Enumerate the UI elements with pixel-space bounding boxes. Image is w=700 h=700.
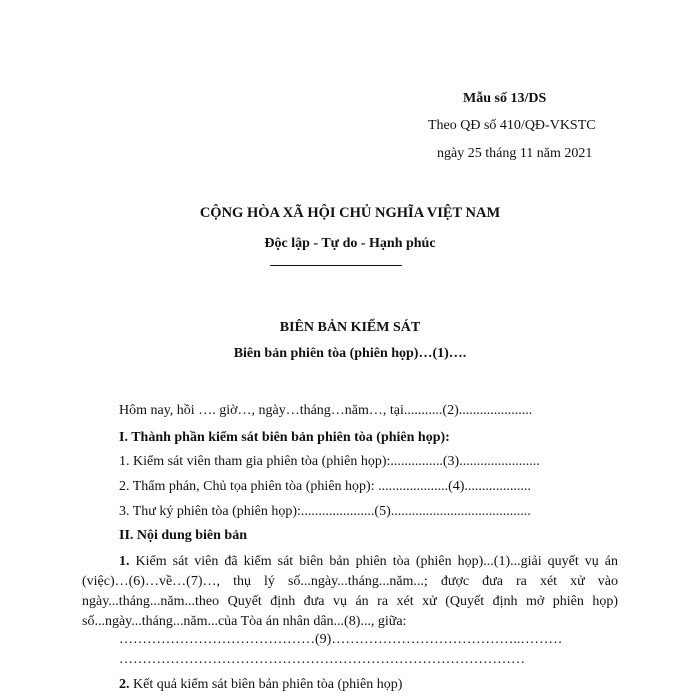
result-number: 2. <box>119 677 130 692</box>
content-text: Kiểm sát viên đã kiểm sát biên bản phiên tòa (phiên họp)...(1)...giải quyết vụ án (việc)…(6)…về…(7)…, thụ lý số...ngày...tháng...năm...; được đưa ra xét xử vào ngày...tháng...năm...theo Quyết định đưa vụ án ra xét xử (Quyết định mở phiên họp) số...ngày...tháng...năm...của Tòa án nhân dân...(8)..., giữa: <box>82 554 618 629</box>
result-line <box>119 677 402 693</box>
dotted-line-9: ……………………………………(9)…………………………………..……… <box>119 632 563 647</box>
result-text: Kết quả kiểm sát biên bản phiên tòa (phiên họp) <box>129 677 403 692</box>
participant-prosecutor: 1. Kiểm sát viên tham gia phiên tòa (phiên họp):...............(3)....................... <box>119 454 540 469</box>
country-name: CỘNG HÒA XÃ HỘI CHỦ NGHĨA VIỆT NAM <box>199 205 501 221</box>
participant-judge: 2. Thẩm phán, Chủ tọa phiên tòa (phiên họp): ....................(4)................... <box>119 479 531 494</box>
dotted-line-blank: …………………………………………………………………………… <box>119 652 525 667</box>
page-title: BIÊN BẢN KIỂM SÁT <box>279 320 421 335</box>
form-date: ngày 25 tháng 11 năm 2021 <box>437 146 593 161</box>
intro-line: Hôm nay, hồi …. giờ…, ngày…tháng…năm…, tại...........(2)..................... <box>119 403 533 418</box>
page-subtitle: Biên bản phiên tòa (phiên họp)…(1)…. <box>233 346 467 361</box>
form-decision: Theo QĐ số 410/QĐ-VKSTC <box>428 118 596 133</box>
motto: Độc lập - Tự do - Hạnh phúc <box>264 236 436 251</box>
section-1-heading: I. Thành phần kiểm sát biên bản phiên tòa (phiên họp): <box>119 430 450 445</box>
form-code: Mẫu số 13/DS <box>463 91 547 106</box>
content-number: 1. <box>119 554 130 569</box>
section-2-heading: II. Nội dung biên bản <box>119 528 248 543</box>
header-divider <box>270 265 402 266</box>
content-paragraph <box>82 552 618 632</box>
participant-clerk: 3. Thư ký phiên tòa (phiên họp):.....................(5)........................................ <box>119 504 531 519</box>
